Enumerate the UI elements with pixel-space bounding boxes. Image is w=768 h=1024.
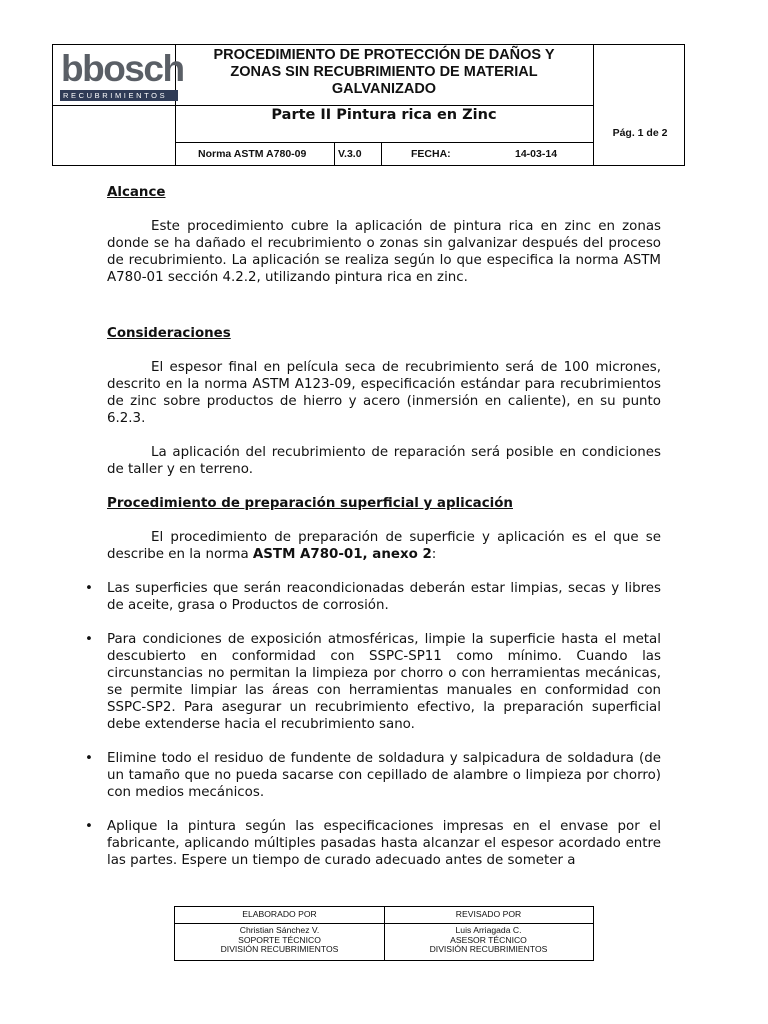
fecha-label: FECHA: (411, 148, 451, 160)
alcance-paragraph: Este procedimiento cubre la aplicación de pintura rica en zinc en zonas donde se ha dañado el recubrimiento o zonas sin galvanizar después del proceso de recubrimiento. La aplicación se realiza según lo que especifica la norma ASTM A780-01 sección 4.2.2, utilizando pintura rica en zinc. (107, 219, 661, 285)
list-item: • Aplique la pintura según las especificaciones impresas en el envase por el fabricante, aplicando múltiples pasadas hasta alcanzar el espesor acordado entre las partes. Espere un tiempo de curado adecuado antes de someter a (85, 819, 661, 868)
section-title-alcance: Alcance (107, 185, 166, 200)
list-item: • Las superficies que serán reacondicionadas deberán estar limpias, secas y libres de aceite, grasa o Productos de corrosión. (85, 581, 661, 613)
document-title: PROCEDIMIENTO DE PROTECCIÓN DE DAÑOS Y ZONAS SIN RECUBRIMIENTO DE MATERIAL GALVANIZADO (213, 47, 555, 97)
procedimiento-intro: El procedimiento de preparación de superficie y aplicación es el que se describe en la norma ASTM A780-01, anexo 2: (107, 530, 661, 562)
fecha-value: 14-03-14 (515, 148, 558, 160)
revisado-signer: Luis Arriagada C. ASESOR TÉCNICO DIVISIÓN RECUBRIMIENTOS (429, 925, 548, 954)
company-logo: bbosch RECUBRIMIENTOS (61, 48, 184, 100)
signature-table (174, 906, 594, 961)
list-item: • Para condiciones de exposición atmosféricas, limpie la superficie hasta el metal descubierto en conformidad con SSPC-SP11 como mínimo. Cuando las circunstancias no permitan la limpieza por chorro o con herramientas mecánicas, se permite limpiar las áreas con herramientas manuales en conformidad con SSPC-SP2. Para asegurar un recubrimiento efectivo, la preparación superficial debe extenderse hacia el recubrimiento sano. (85, 632, 661, 732)
elaborado-signer: Christian Sánchez V. SOPORTE TÉCNICO DIVISIÓN RECUBRIMIENTOS (220, 925, 339, 954)
document-body (85, 184, 661, 869)
norma-label: Norma ASTM A780-09 (198, 148, 307, 160)
section-title-procedimiento: Procedimiento de preparación superficial y aplicación (107, 496, 513, 511)
list-item: • Elimine todo el residuo de fundente de soldadura y salpicadura de soldadura (de un tamaño que no pueda sacarse con cepillado de alambre o limpieza por chorro) con medios mecánicos. (85, 751, 661, 800)
document-header (52, 44, 685, 166)
section-title-consideraciones: Consideraciones (107, 326, 231, 341)
version-label: V.3.0 (338, 148, 362, 160)
document-subtitle: Parte II Pintura rica en Zinc (271, 107, 497, 123)
elaborado-label: ELABORADO POR (242, 909, 317, 919)
page-number: Pág. 1 de 2 (612, 127, 668, 139)
consideraciones-paragraph-1: El espesor final en película seca de recubrimiento será de 100 micrones, descrito en la norma ASTM A123-09, especificación estándar para recubrimientos de zinc sobre productos de hierro y acero (inmersión en caliente), en su punto 6.2.3. (107, 360, 661, 426)
consideraciones-paragraph-2: La aplicación del recubrimiento de reparación será posible en condiciones de taller y en terreno. (107, 445, 661, 477)
revisado-label: REVISADO POR (455, 909, 522, 919)
